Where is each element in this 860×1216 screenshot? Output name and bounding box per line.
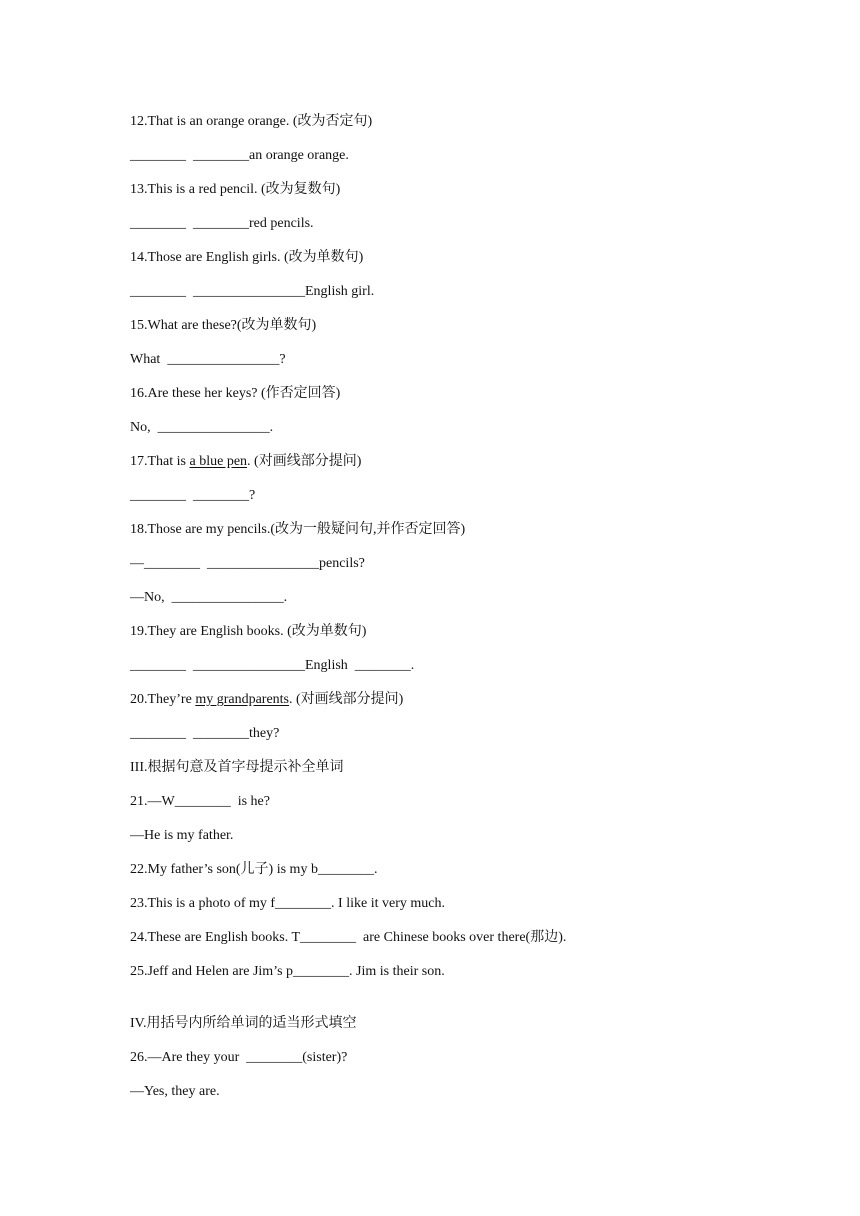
question-21-response: —He is my father. <box>130 828 234 843</box>
question-26: 26.—Are they your ________(sister)? <box>130 1050 348 1065</box>
answer-14: ________ ________________English girl. <box>130 284 375 299</box>
section-iii-heading: III.根据句意及首字母提示补全单词 <box>130 760 344 775</box>
question-14: 14.Those are English girls. (改为单数句) <box>130 250 364 265</box>
question-18: 18.Those are my pencils.(改为一般疑问句,并作否定回答) <box>130 522 466 537</box>
question-15: 15.What are these?(改为单数句) <box>130 318 317 333</box>
question-22: 22.My father’s son(儿子) is my b________. <box>130 862 378 877</box>
question-25: 25.Jeff and Helen are Jim’s p________. Jim is their son. <box>130 964 445 979</box>
question-20-start: 20.They’re <box>130 692 196 707</box>
answer-20: ________ ________they? <box>130 726 280 741</box>
answer-12: ________ ________an orange orange. <box>130 148 349 163</box>
answer-16: No, ________________. <box>130 420 274 435</box>
question-24: 24.These are English books. T________ are Chinese books over there(那边). <box>130 930 567 945</box>
answer-18-response: —No, ________________. <box>130 590 288 605</box>
question-16: 16.Are these her keys? (作否定回答) <box>130 386 341 401</box>
question-19: 19.They are English books. (改为单数句) <box>130 624 367 639</box>
question-20-end: . (对画线部分提问) <box>289 692 404 707</box>
question-13: 13.This is a red pencil. (改为复数句) <box>130 182 341 197</box>
answer-15: What ________________? <box>130 352 286 367</box>
section-iv-heading: IV.用括号内所给单词的适当形式填空 <box>130 1016 357 1031</box>
answer-19: ________ ________________English ________. <box>130 658 415 673</box>
worksheet-page <box>130 112 830 1116</box>
question-20-underlined: my grandparents <box>195 692 290 707</box>
question-21: 21.—W________ is he? <box>130 794 270 809</box>
question-26-response: —Yes, they are. <box>130 1084 220 1099</box>
question-17-start: 17.That is <box>130 454 190 469</box>
question-12: 12.That is an orange orange. (改为否定句) <box>130 114 373 129</box>
question-17-underlined: a blue pen <box>189 454 248 469</box>
answer-18-question: —________ ________________pencils? <box>130 556 365 571</box>
answer-17: ________ ________? <box>130 488 256 503</box>
question-17-end: . (对画线部分提问) <box>247 454 362 469</box>
answer-13: ________ ________red pencils. <box>130 216 314 231</box>
question-23: 23.This is a photo of my f________. I like it very much. <box>130 896 445 911</box>
question-17 <box>130 452 830 486</box>
question-20 <box>130 690 830 724</box>
